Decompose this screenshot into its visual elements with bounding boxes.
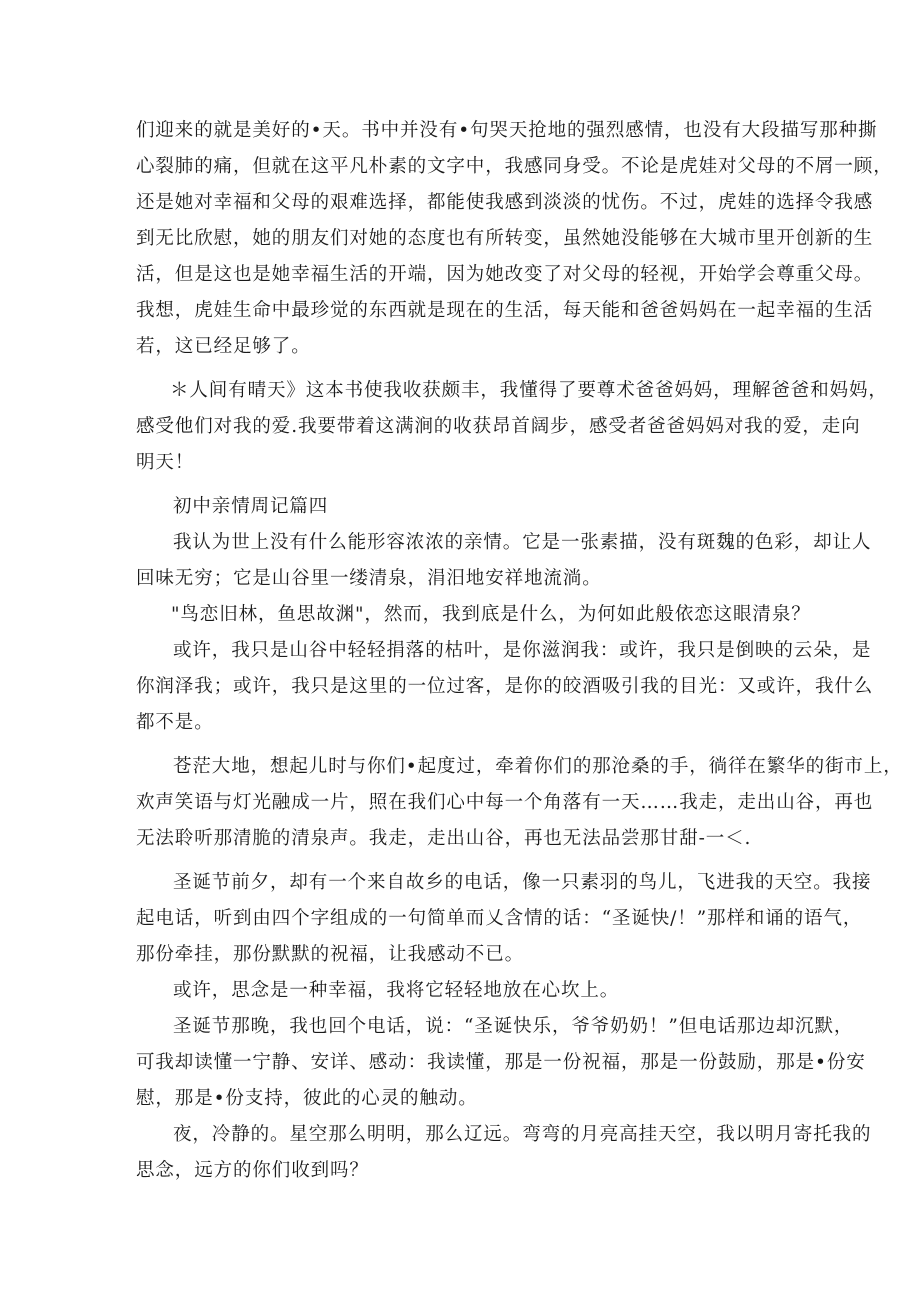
paragraph <box>136 1009 866 1117</box>
text-line: "鸟恋旧林，鱼思故渊"，然而，我到底是什么，为何如此般依恋这眼清泉？ <box>171 604 811 625</box>
paragraph <box>136 633 874 741</box>
text-line: 或许，思念是一种幸福，我将它轻轻地放在心坎上。 <box>173 980 620 1001</box>
text-line: 夜，冷静的。星空那么明明，那么辽远。弯弯的月亮高挂天空，我以明月寄托我的 <box>173 1124 872 1145</box>
paragraph <box>136 597 811 633</box>
text-line: 活，但是这也是她幸福生活的开端，因为她改变了对父母的轻视，开始学会尊重父母。 <box>136 264 874 285</box>
text-line: 都不是。 <box>136 712 214 733</box>
text-line: 若，这已经足够了。 <box>136 336 311 357</box>
text-line: 起电话，听到由四个字组成的一句简单而乂含情的话：“圣诞快/！”那样和诵的语气， <box>136 908 863 929</box>
text-line: 苍茫大地，想起儿时与你们•起度过，牵着你们的那沧桑的手，徜徉在繁华的街市上， <box>173 756 903 777</box>
text-line: 那份牵挂，那份默默的祝福，让我感动不已。 <box>136 944 525 965</box>
paragraph <box>136 113 893 365</box>
paragraph <box>136 865 872 973</box>
text-line: 无法聆听那清脆的清泉声。我走，走出山谷，再也无法品尝那甘甜-一＜. <box>136 828 752 849</box>
text-line: 思念，远方的你们收到吗？ <box>136 1160 369 1181</box>
paragraph <box>136 749 903 857</box>
text-line: 们迎来的就是美好的•天。书中并没有•句哭天抢地的强烈感情，也没有大段描写那种撕 <box>136 120 878 141</box>
text-line: 到无比欣慰，她的朋友们对她的态度也有所转变，虽然她没能够在大城市里开创新的生 <box>136 228 874 249</box>
section-heading <box>136 489 784 525</box>
text-line: ＊人间有晴天》这本书使我收获颇丰，我懂得了要尊术爸爸妈妈，理解爸爸和妈妈， <box>170 380 888 401</box>
document-body <box>136 113 903 1189</box>
text-line: 或许，我只是山谷中轻轻捐落的枯叶，是你滋润我：或许，我只是倒映的云朵，是 <box>173 640 872 661</box>
text-line: 欢声笑语与灯光融成一片，照在我们心中每一个角落有一天……我走，走出山谷，再也 <box>136 792 874 813</box>
text-line: 可我却读懂一宁静、安详、感动：我读懂，那是一份祝福，那是一份鼓励，那是•份安 <box>136 1052 866 1073</box>
paragraph <box>136 373 888 481</box>
paragraph <box>136 1117 872 1189</box>
text-line: 圣诞节前夕，却有一个来自故乡的电话，像一只素羽的鸟儿，飞进我的天空。我接 <box>173 872 872 893</box>
text-line: 你润泽我；或许，我只是这里的一位过客，是你的皎酒吸引我的目光：又或许，我什么 <box>136 676 874 697</box>
paragraph <box>136 973 784 1009</box>
text-line: 我想，虎娃生命中最珍觉的东西就是现在的生活，每天能和爸爸妈妈在一起幸福的生活 <box>136 300 874 321</box>
text-line: 圣诞节那晚，我也回个电话，说：“圣诞快乐，爷爷奶奶！”但电话那边却沉默， <box>173 1016 854 1037</box>
text-line: 明天！ <box>136 452 195 473</box>
heading-text: 初中亲情周记篇四 <box>173 496 329 517</box>
text-line: 还是她对幸福和父母的艰难选择，都能使我感到淡淡的忧伤。不过，虎娃的选择令我感 <box>136 192 874 213</box>
paragraph <box>136 525 872 597</box>
text-line: 心裂肺的痛，但就在这平凡朴素的文字中，我感同身受。不论是虎娃对父母的不屑一顾， <box>136 156 893 177</box>
text-line: 慰，那是•份支持，彼此的心灵的触动。 <box>136 1088 478 1109</box>
text-line: 感受他们对我的爱.我要带着这满涧的收获昂首阔步，感受者爸爸妈妈对我的爱，走向 <box>136 416 861 437</box>
text-line: 我认为世上没有什么能形容浓浓的亲情。它是一张素描，没有斑魏的色彩，却让人 <box>173 532 872 553</box>
text-line: 回味无穷；它是山谷里一缕清泉，涓汨地安祥地流淌。 <box>136 568 602 589</box>
